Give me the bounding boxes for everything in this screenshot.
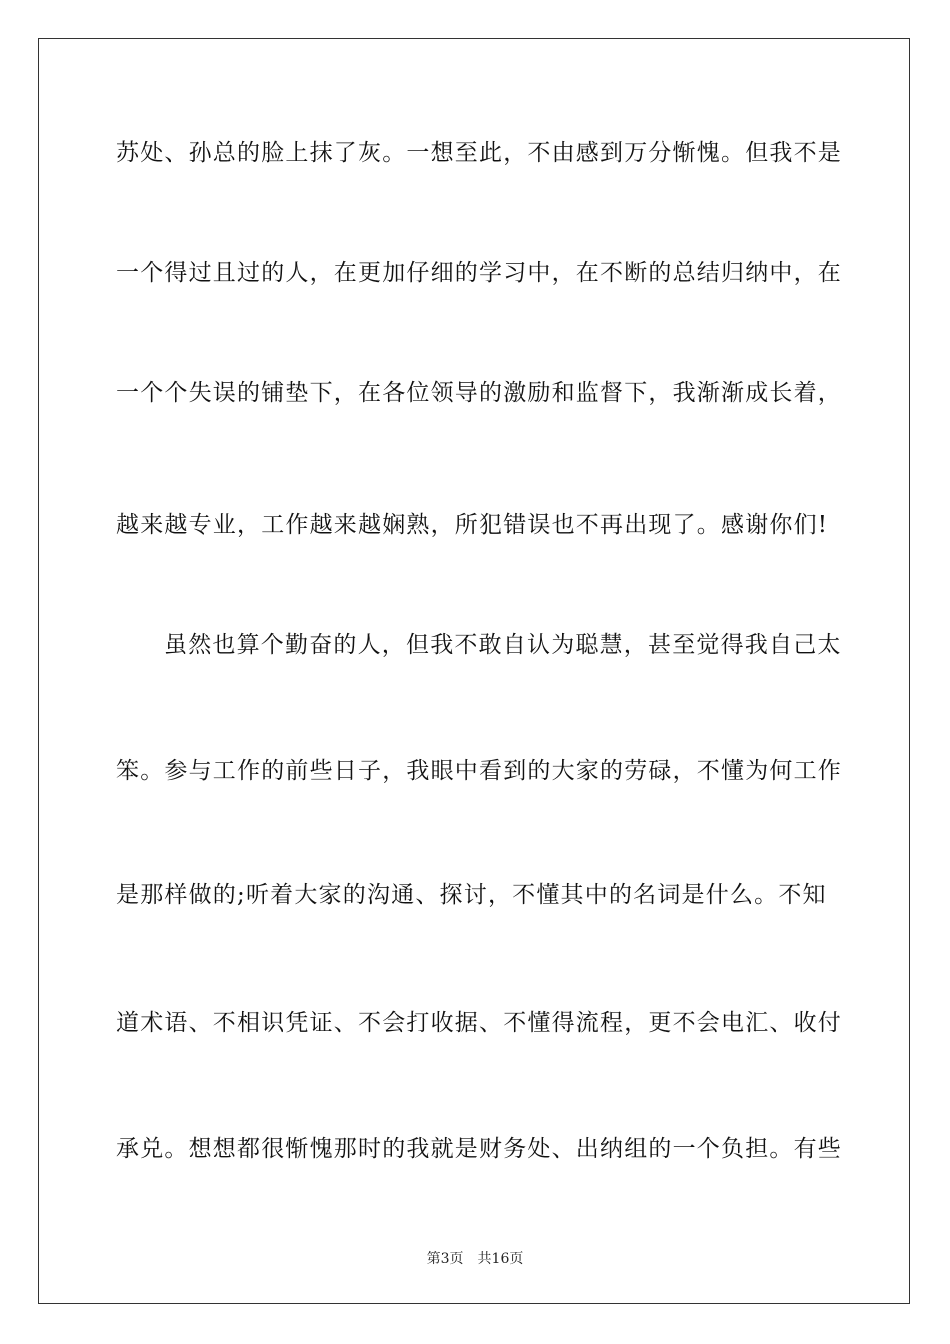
body-text-line: 苏处、孙总的脸上抹了灰。一想至此，不由感到万分惭愧。但我不是 [116,140,842,166]
paragraph-first-line: 虽然也算个勤奋的人，但我不敢自认为聪慧，甚至觉得我自己太 [164,632,842,658]
body-text-line: 是那样做的;听着大家的沟通、探讨，不懂其中的名词是什么。不知 [116,882,827,908]
body-text-line: 越来越专业，工作越来越娴熟，所犯错误也不再出现了。感谢你们! [116,512,829,538]
body-text-line: 承兑。想想都很惭愧那时的我就是财务处、出纳组的一个负担。有些 [116,1136,842,1162]
body-text-line: 笨。参与工作的前些日子，我眼中看到的大家的劳碌，不懂为何工作 [116,758,842,784]
page-number: 第3页 [426,1251,464,1267]
page-total: 共16页 [477,1251,524,1267]
body-text-line: 一个得过且过的人，在更加仔细的学习中，在不断的总结归纳中，在 [116,260,842,286]
page-footer [0,1248,950,1268]
body-text-line: 道术语、不相识凭证、不会打收据、不懂得流程，更不会电汇、收付 [116,1010,842,1036]
page-frame [38,38,910,1304]
body-text-line: 一个个失误的铺垫下，在各位领导的激励和监督下，我渐渐成长着， [116,380,842,406]
